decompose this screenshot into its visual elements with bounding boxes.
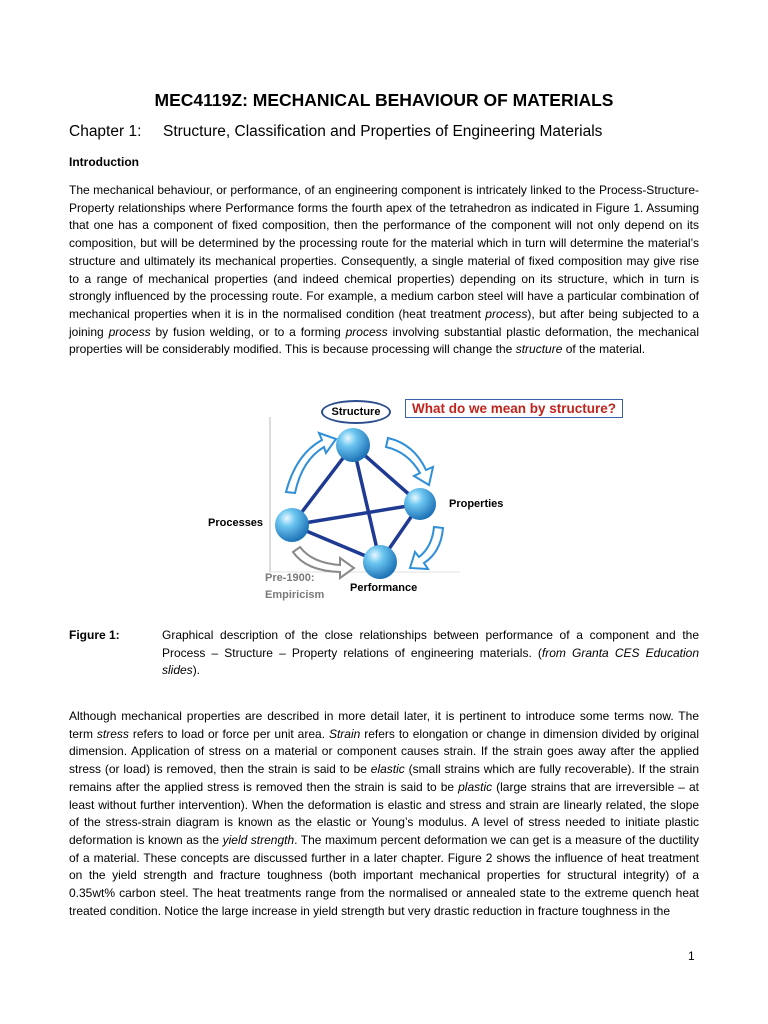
text-run: Graphical description of the close relationships between performance of a component and the Process – Structure – Property relations of engineering materials. (: [162, 628, 699, 660]
text-run: (large strains that are irreversible – at least without further intervention). When the deformation is elastic and stress and strain are linearly related, the slope of the stress-strain diagram is known as the elastic or Young’s modulus. A level of stress needed to initiate plastic deformation is known as the: [69, 779, 699, 847]
text-run: ).: [192, 663, 201, 678]
label-pre-1900-line1: Pre-1900:: [265, 572, 315, 584]
emphasis-plastic: plastic: [458, 779, 493, 794]
chapter-title: Structure, Classification and Properties of Engineering Materials: [163, 123, 603, 140]
emphasis-process: process: [108, 324, 151, 339]
text-run: refers to load or force per unit area.: [128, 726, 329, 741]
text-run: refers to elongation or change in dimension divided by original dimension. Application of stress on a material or component causes strain. If the strain goes away after the applied stress (or load) is removed, then the strain is said to be: [69, 726, 700, 777]
caption-label: Figure 1:: [69, 628, 120, 642]
paragraph-terms: [69, 708, 699, 920]
emphasis-stress: stress: [96, 726, 129, 741]
emphasis-process: process: [345, 324, 388, 339]
figure-1-caption: [69, 627, 699, 680]
label-processes: Processes: [208, 517, 264, 529]
text-run: (small strains which are fully recoverable). If the strain remains after the applied stress is removed then the strain is said to be: [69, 762, 699, 794]
edge: [292, 504, 420, 525]
caption-source: from Granta CES Education slides: [162, 645, 699, 678]
emphasis-structure: structure: [515, 342, 563, 357]
sphere-structure: [336, 428, 370, 462]
tetrahedron-edges: [292, 445, 420, 562]
section-heading-introduction: Introduction: [69, 155, 139, 169]
paragraph-introduction: [69, 182, 699, 359]
label-pre-1900: [265, 570, 324, 604]
text-run: involving substantial plastic deformation, the mechanical properties will be considerably modified. This is because processing will change the: [69, 324, 699, 357]
emphasis-yield-strength: yield strength: [222, 832, 295, 847]
text-run: Although mechanical properties are described in more detail later, it is pertinent to introduce some terms now. The term: [69, 709, 699, 741]
figure-1-tetrahedron: [200, 392, 660, 612]
document-title: MEC4119Z: MECHANICAL BEHAVIOUR OF MATERIALS: [154, 90, 614, 110]
question-box: What do we mean by structure?: [405, 399, 623, 418]
text-run: by fusion welding, or to a forming: [150, 324, 346, 339]
emphasis-strain: Strain: [328, 726, 361, 741]
emphasis-process: process: [485, 306, 528, 321]
edge: [353, 445, 380, 562]
label-structure: Structure: [321, 400, 391, 424]
text-run: . The maximum percent deformation we can get is a measure of the ductility of a material. These concepts are discussed further in a later chapter. Figure 2 shows the influence of heat treatment on the yield strength and fracture toughness (both important mechanical properties for structural integrity) of a 0.35wt% carbon steel. The heat treatments range from the normalised or annealed state to the extreme quench heat treated condition. Notice the large increase in yield strength but very drastic reduction in fracture toughness in the: [69, 832, 700, 918]
sphere-properties: [404, 488, 436, 520]
arrow-icon: [410, 527, 443, 569]
arrow-icon: [286, 433, 336, 493]
chapter-number: Chapter 1:: [69, 123, 142, 140]
emphasis-elastic: elastic: [370, 762, 405, 777]
caption-text: [162, 627, 699, 680]
label-empiricism: Empiricism: [265, 589, 325, 601]
chapter-heading: [69, 123, 602, 141]
text-run: of the material.: [562, 342, 646, 357]
label-properties: Properties: [449, 498, 504, 510]
page-number: 1: [688, 949, 695, 963]
sphere-performance: [363, 545, 397, 579]
label-performance: Performance: [350, 582, 418, 594]
text-run: The mechanical behaviour, or performance, of an engineering component is intricately linked to the Process-Structure-Property relationships where Performance forms the fourth apex of the tetrahedron as indicated in Figure 1. Assuming that one has a component of fixed composition, then the performance of the component will not only depend on its composition, but will be determined by the processing route for the material which in turn will determine the material’s structure and ultimately its mechanical properties. Consequently, a single material of fixed composition may give rise to a range of mechanical properties (and indeed chemical properties) depending on its structure, which in turn is strongly influenced by the processing route. For example, a medium carbon steel will have a particular combination of mechanical properties when it is in the normalised condition (heat treatment: [69, 183, 699, 321]
text-run: ), but after being subjected to a joining: [69, 306, 699, 339]
sphere-processes: [275, 508, 309, 542]
